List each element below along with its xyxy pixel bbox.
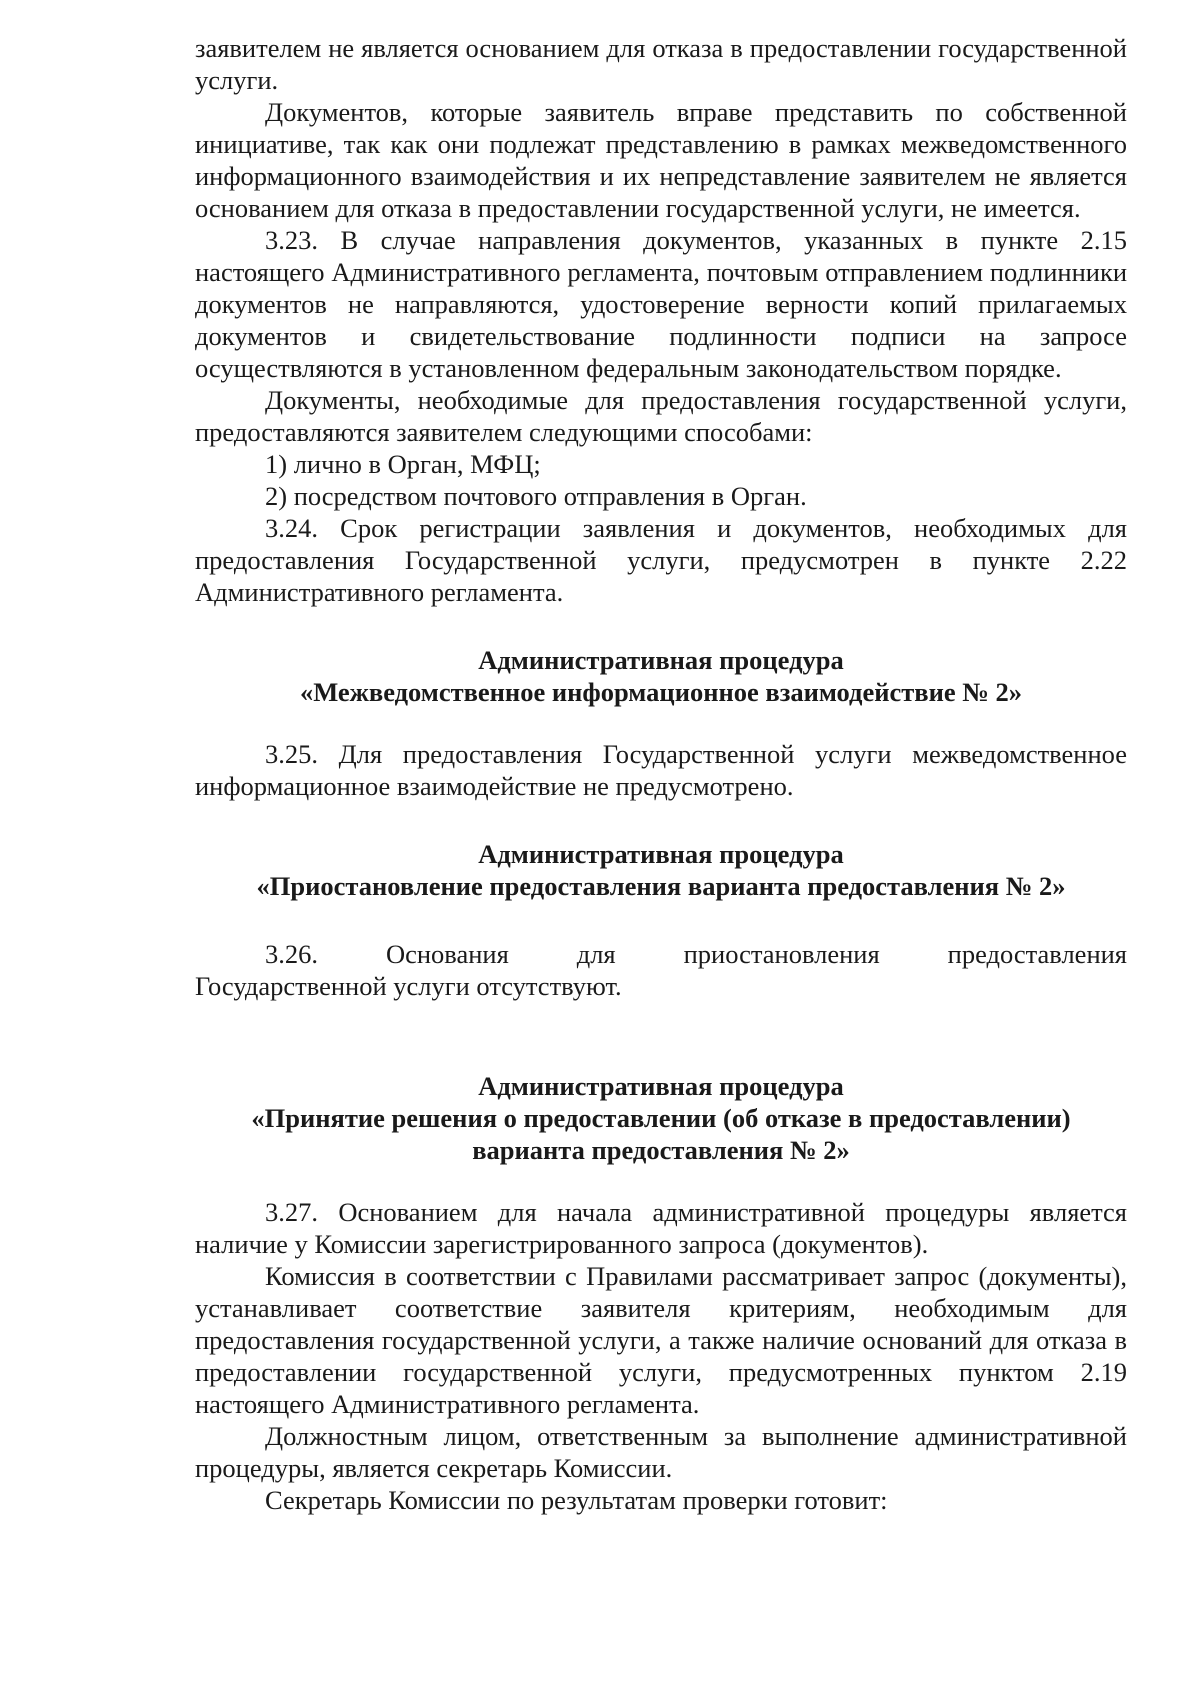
section-heading-decision [195,1070,1127,1166]
paragraph-responsible-official: Должностным лицом, ответственным за выполнение административной процедуры, является секретарь Комиссии. [195,1421,1127,1483]
paragraph-submission-methods: Документы, необходимые для предоставления государственной услуги, предоставляются заявителем следующими способами: [195,385,1127,447]
paragraph-line: 3.26. Основания для приостановления предоставления [265,939,1127,969]
section-heading-suspension [195,838,1127,902]
list-item-in-person: 1) лично в Орган, МФЦ; [265,449,541,479]
paragraph-3-25: 3.25. Для предоставления Государственной услуги межведомственное информационное взаимодействие не предусмотрено. [195,739,1127,801]
heading-line: «Межведомственное информационное взаимодействие № 2» [300,677,1022,707]
paragraph-3-23: 3.23. В случае направления документов, указанных в пункте 2.15 настоящего Административного регламента, почтовым отправлением подлинники документов не направляются, удостоверение верности копий прилагаемых документов и свидетельствование подлинности подписи на запросе осуществляются в установленном федеральным законодательством порядке. [195,225,1127,383]
section-heading-interagency [195,644,1127,708]
paragraph-commission-review: Комиссия в соответствии с Правилами рассматривает запрос (документы), устанавливает соответствие заявителя критериям, необходимым для предоставления государственной услуги, а также наличие оснований для отказа в предоставлении государственной услуги, предусмотренных пунктом 2.19 настоящего Административного регламента. [195,1261,1127,1419]
paragraph-continuation: заявителем не является основанием для отказа в предоставлении государственной услуги. [195,33,1127,95]
paragraph-3-26 [195,938,1127,1002]
paragraph-secretary-prepares: Секретарь Комиссии по результатам проверки готовит: [265,1485,888,1515]
paragraph-3-27: 3.27. Основанием для начала административной процедуры является наличие у Комиссии зарегистрированного запроса (документов). [195,1197,1127,1259]
paragraph-3-24: 3.24. Срок регистрации заявления и документов, необходимых для предоставления Государственной услуги, предусмотрен в пункте 2.22 Административного регламента. [195,513,1127,607]
heading-line: «Принятие решения о предоставлении (об отказе в предоставлении) [251,1103,1071,1133]
heading-line: «Приостановление предоставления варианта предоставления № 2» [256,871,1066,901]
heading-line: варианта предоставления № 2» [472,1135,850,1165]
heading-line: Административная процедура [478,839,844,869]
spacer [195,902,1127,938]
spacer [195,802,1127,838]
document-page [195,32,1127,1516]
heading-line: Административная процедура [478,1071,844,1101]
paragraph-line: Государственной услуги отсутствуют. [195,971,622,1001]
paragraph-documents-initiative: Документов, которые заявитель вправе представить по собственной инициативе, так как они подлежат представлению в рамках межведомственного информационного взаимодействия и их непредставление заявителем не является основанием для отказа в предоставлении государственной услуги, не имеется. [195,97,1127,223]
list-item-by-mail: 2) посредством почтового отправления в Орган. [265,481,807,511]
heading-line: Административная процедура [478,645,844,675]
spacer [195,708,1127,738]
spacer [195,1166,1127,1196]
spacer [195,1002,1127,1070]
spacer [195,608,1127,644]
